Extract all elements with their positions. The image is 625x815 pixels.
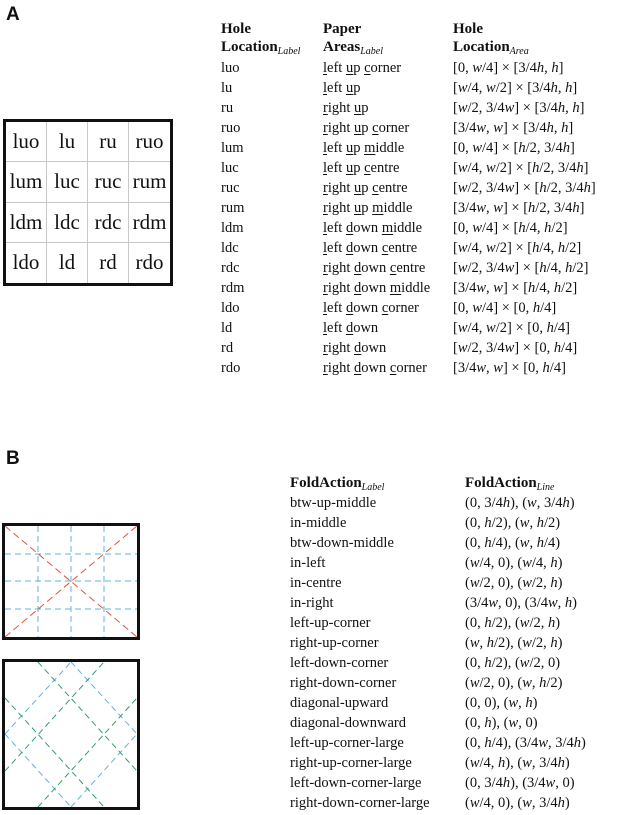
header-fold-action-line: FoldAction$_{Line}$ — [465, 475, 555, 493]
fold-label-cell: in-right — [290, 595, 334, 611]
area-range-cell: [0, w/4] × [h/4, h/2] — [453, 220, 568, 236]
hole-label-cell: ru — [221, 100, 234, 116]
fold-line-cell: (w/4, 0), (w, 3/4h) — [465, 795, 570, 811]
hole-label-cell: lu — [221, 80, 233, 96]
area-range-cell: [3/4w, w] × [h/2, 3/4h] — [453, 200, 585, 216]
fold-label-cell: right-down-corner-large — [290, 795, 430, 811]
fold-label-cell: left-up-corner-large — [290, 735, 404, 751]
fold-line-cell: (w, h/2), (w/2, h) — [465, 635, 563, 651]
grid-cell: rdo — [135, 250, 164, 275]
header-hole-location-area: Hole Location$_{Area}$ — [453, 21, 529, 57]
fold-line-cell: (0, h/2), (w/2, 0) — [465, 655, 561, 671]
fold-line-right-up-corner — [71, 662, 137, 734]
fold-label-cell: in-centre — [290, 575, 342, 591]
header-hole-location-label: Hole Location$_{Label}$ — [221, 21, 301, 57]
fold-line-cell: (3/4w, 0), (3/4w, h) — [465, 595, 577, 611]
paper-area-cell: right down corner — [323, 360, 427, 376]
fold-line-cell: (w/4, 0), (w/4, h) — [465, 555, 563, 571]
grid-cell: ru — [88, 122, 129, 162]
paper-area-cell: right up middle — [323, 200, 413, 216]
fold-line-cell: (w/2, 0), (w, h/2) — [465, 675, 563, 691]
fold-line-left-up-corner — [5, 662, 71, 734]
fold-label-cell: left-down-corner — [290, 655, 389, 671]
fold-label-cell: in-left — [290, 555, 326, 571]
fold-label-cell: btw-up-middle — [290, 495, 377, 511]
hole-label-cell: luc — [221, 160, 239, 176]
paper-area-cell: right down middle — [323, 280, 431, 296]
hole-location-grid — [3, 119, 173, 286]
fold-line-cell: (0, 3/4h), (3/4w, 0) — [465, 775, 575, 791]
grid-cell: rdm — [129, 203, 170, 243]
fold-line-cell: (0, h/2), (w, h/2) — [465, 515, 561, 531]
grid-cell: lum — [6, 162, 47, 202]
hole-label-cell: lum — [221, 140, 244, 156]
grid-cell: lu — [47, 122, 88, 162]
hole-label-cell: ruo — [221, 120, 241, 136]
grid-cell: luo — [6, 122, 47, 162]
paper-area-cell: left down corner — [323, 300, 419, 316]
fold-line-cell: (0, h/2), (w/2, h) — [465, 615, 561, 631]
paper-area-cell: left up centre — [323, 160, 400, 176]
fold-line-left-down-corner-large — [5, 698, 104, 807]
fold-line-right-down-corner-large — [38, 698, 137, 807]
grid-cell: ldm — [6, 203, 47, 243]
paper-area-cell: left down — [323, 320, 379, 336]
hole-label-cell: rd — [221, 340, 234, 356]
grid-cell: rum — [129, 162, 170, 202]
fold-line-cell: (0, h), (w, 0) — [465, 715, 538, 731]
fold-line-cell: (0, 3/4h), (w, 3/4h) — [465, 495, 575, 511]
hole-label-cell: ldm — [221, 220, 244, 236]
fold-label-cell: in-middle — [290, 515, 347, 531]
fold-label-cell: diagonal-downward — [290, 715, 406, 731]
hole-label-cell: rdc — [221, 260, 240, 276]
header-paper-areas-label: Paper Areas$_{Label}$ — [323, 21, 383, 57]
fold-line-cell: (0, 0), (w, h) — [465, 695, 538, 711]
hole-label-cell: rum — [221, 200, 245, 216]
fold-lines-diagram-straight — [2, 523, 140, 640]
grid-cell: ruc — [88, 162, 129, 202]
paper-area-cell: right up centre — [323, 180, 408, 196]
fold-line-left-down-corner — [5, 734, 71, 807]
hole-label-cell: rdm — [221, 280, 245, 296]
fold-label-cell: right-up-corner-large — [290, 755, 412, 771]
hole-label-cell: rdo — [221, 360, 241, 376]
paper-area-cell: left down centre — [323, 240, 418, 256]
fold-line-right-up-corner-large — [38, 662, 137, 771]
paper-area-cell: right down centre — [323, 260, 426, 276]
area-range-cell: [3/4w, w] × [0, h/4] — [453, 360, 566, 376]
panel-label-a: A — [6, 4, 20, 25]
area-range-cell: [3/4w, w] × [h/4, h/2] — [453, 280, 578, 296]
paper-area-cell: right down — [323, 340, 387, 356]
area-range-cell: [w/4, w/2] × [h/2, 3/4h] — [453, 160, 589, 176]
fold-line-right-down-corner — [71, 734, 137, 807]
area-range-cell: [w/4, w/2] × [0, h/4] — [453, 320, 570, 336]
hole-label-cell: ldo — [221, 300, 240, 316]
grid-cell: rdc — [88, 203, 129, 243]
fold-lines-svg-2 — [5, 662, 137, 807]
fold-label-cell: diagonal-upward — [290, 695, 389, 711]
grid-cell: ld — [47, 243, 88, 283]
grid-cell: ruo — [129, 122, 170, 162]
area-range-cell: [w/4, w/2] × [3/4h, h] — [453, 80, 578, 96]
fold-lines-svg-1 — [5, 526, 137, 637]
paper-area-cell: left up — [323, 80, 361, 96]
area-range-cell: [3/4w, w] × [3/4h, h] — [453, 120, 574, 136]
hole-label-cell: ldc — [221, 240, 239, 256]
fold-line-left-up-corner-large — [5, 662, 104, 771]
grid-cell: ldc — [47, 203, 88, 243]
grid-cell: ldo — [6, 243, 47, 283]
fold-label-cell: right-up-corner — [290, 635, 379, 651]
area-range-cell: [0, w/4] × [3/4h, h] — [453, 60, 564, 76]
area-range-cell: [0, w/4] × [h/2, 3/4h] — [453, 140, 575, 156]
hole-label-cell: ruc — [221, 180, 240, 196]
paper-area-cell: left up corner — [323, 60, 402, 76]
grid-cell: luc — [47, 162, 88, 202]
area-range-cell: [w/4, w/2] × [h/4, h/2] — [453, 240, 582, 256]
area-range-cell: [0, w/4] × [0, h/4] — [453, 300, 557, 316]
grid-cell: rd — [88, 243, 129, 283]
header-fold-action-label: FoldAction$_{Label}$ — [290, 475, 385, 493]
fold-lines-diagram-corners — [2, 659, 140, 810]
area-range-cell: [w/2, 3/4w] × [3/4h, h] — [453, 100, 585, 116]
area-range-cell: [w/2, 3/4w] × [h/4, h/2] — [453, 260, 589, 276]
area-range-cell: [w/2, 3/4w] × [0, h/4] — [453, 340, 578, 356]
hole-label-cell: luo — [221, 60, 240, 76]
paper-area-cell: right up — [323, 100, 369, 116]
fold-label-cell: left-up-corner — [290, 615, 371, 631]
fold-label-cell: btw-down-middle — [290, 535, 394, 551]
fold-line-cell: (0, h/4), (3/4w, 3/4h) — [465, 735, 586, 751]
fold-line-cell: (0, h/4), (w, h/4) — [465, 535, 561, 551]
paper-area-cell: right up corner — [323, 120, 410, 136]
paper-area-cell: left down middle — [323, 220, 423, 236]
fold-label-cell: right-down-corner — [290, 675, 397, 691]
area-range-cell: [w/2, 3/4w] × [h/2, 3/4h] — [453, 180, 596, 196]
fold-label-cell: left-down-corner-large — [290, 775, 422, 791]
paper-area-cell: left up middle — [323, 140, 405, 156]
panel-label-b: B — [6, 448, 20, 469]
fold-line-cell: (w/4, h), (w, 3/4h) — [465, 755, 570, 771]
fold-line-cell: (w/2, 0), (w/2, h) — [465, 575, 563, 591]
hole-label-cell: ld — [221, 320, 233, 336]
